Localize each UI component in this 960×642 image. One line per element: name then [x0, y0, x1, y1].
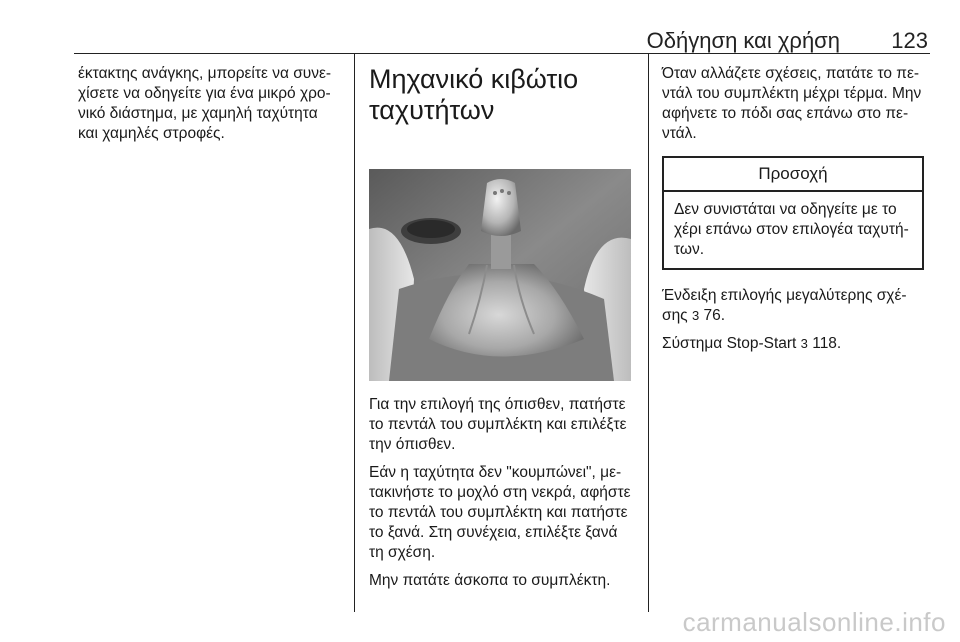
shift-indicator-text: Ένδειξη επιλογής μεγαλύτερης σχέ-σης: [662, 287, 907, 324]
column-divider-right: [648, 54, 649, 612]
paragraph-shift-indicator-ref: [662, 286, 928, 326]
column-right: [662, 64, 928, 362]
paragraph-continuation: έκτακτης ανάγκης, μπορείτε να συνε-χίσετε να οδηγείτε για ένα μικρό χρο-νικό διάστημα, με χαμηλή ταχύτητα και χαμηλές στροφές.: [78, 65, 332, 142]
header-rule: [74, 53, 930, 54]
watermark: carmanualsonline.info: [682, 607, 946, 637]
caution-title: Προσοχή: [664, 158, 922, 192]
paragraph-clutch-warning: Μην πατάτε άσκοπα το συμπλέκτη.: [369, 572, 611, 589]
triangle-arrow-icon: 3: [691, 308, 700, 323]
page-number: 123: [891, 28, 928, 53]
paragraph-stop-start-ref: [662, 334, 928, 354]
paragraph-gear-not-engaging: Εάν η ταχύτητα δεν "κουμπώνει", με-τακινήστε το μοχλό στη νεκρά, αφήστε το πεντάλ του συμπλέκτη και πατήστε το ξανά. Στη συνέχεια, επιλέξτε ξανά τη σχέση.: [369, 464, 631, 561]
stop-start-text: Σύστημα Stop-Start: [662, 335, 797, 352]
column-left: [78, 64, 340, 152]
section-heading: Μηχανικό κιβώτιο ταχυτήτων: [369, 64, 579, 125]
paragraph-reverse: Για την επιλογή της όπισθεν, πατήστε το πεντάλ του συμπλέκτη και επιλέξτε την όπισθεν.: [369, 396, 627, 453]
column-middle: [369, 64, 633, 599]
paragraph-clutch-fully: Όταν αλλάζετε σχέσεις, πατάτε το πε-ντάλ του συμπλέκτη μέχρι τέρμα. Μην αφήνετε το πόδι σας επάνω στο πε-ντάλ.: [662, 65, 922, 142]
shift-indicator-page-link[interactable]: 76.: [703, 307, 726, 324]
column-divider-left: [354, 54, 355, 612]
gear-shift-lever-photo: [369, 169, 631, 381]
triangle-arrow-icon: 3: [800, 336, 808, 351]
caution-text: Δεν συνιστάται να οδηγείτε με το χέρι επάνω στον επιλογέα ταχυτή-των.: [674, 201, 909, 258]
running-header-title: Οδήγηση και χρήση: [646, 28, 840, 53]
caution-box: [662, 156, 924, 270]
stop-start-page-link[interactable]: 118.: [812, 335, 842, 352]
